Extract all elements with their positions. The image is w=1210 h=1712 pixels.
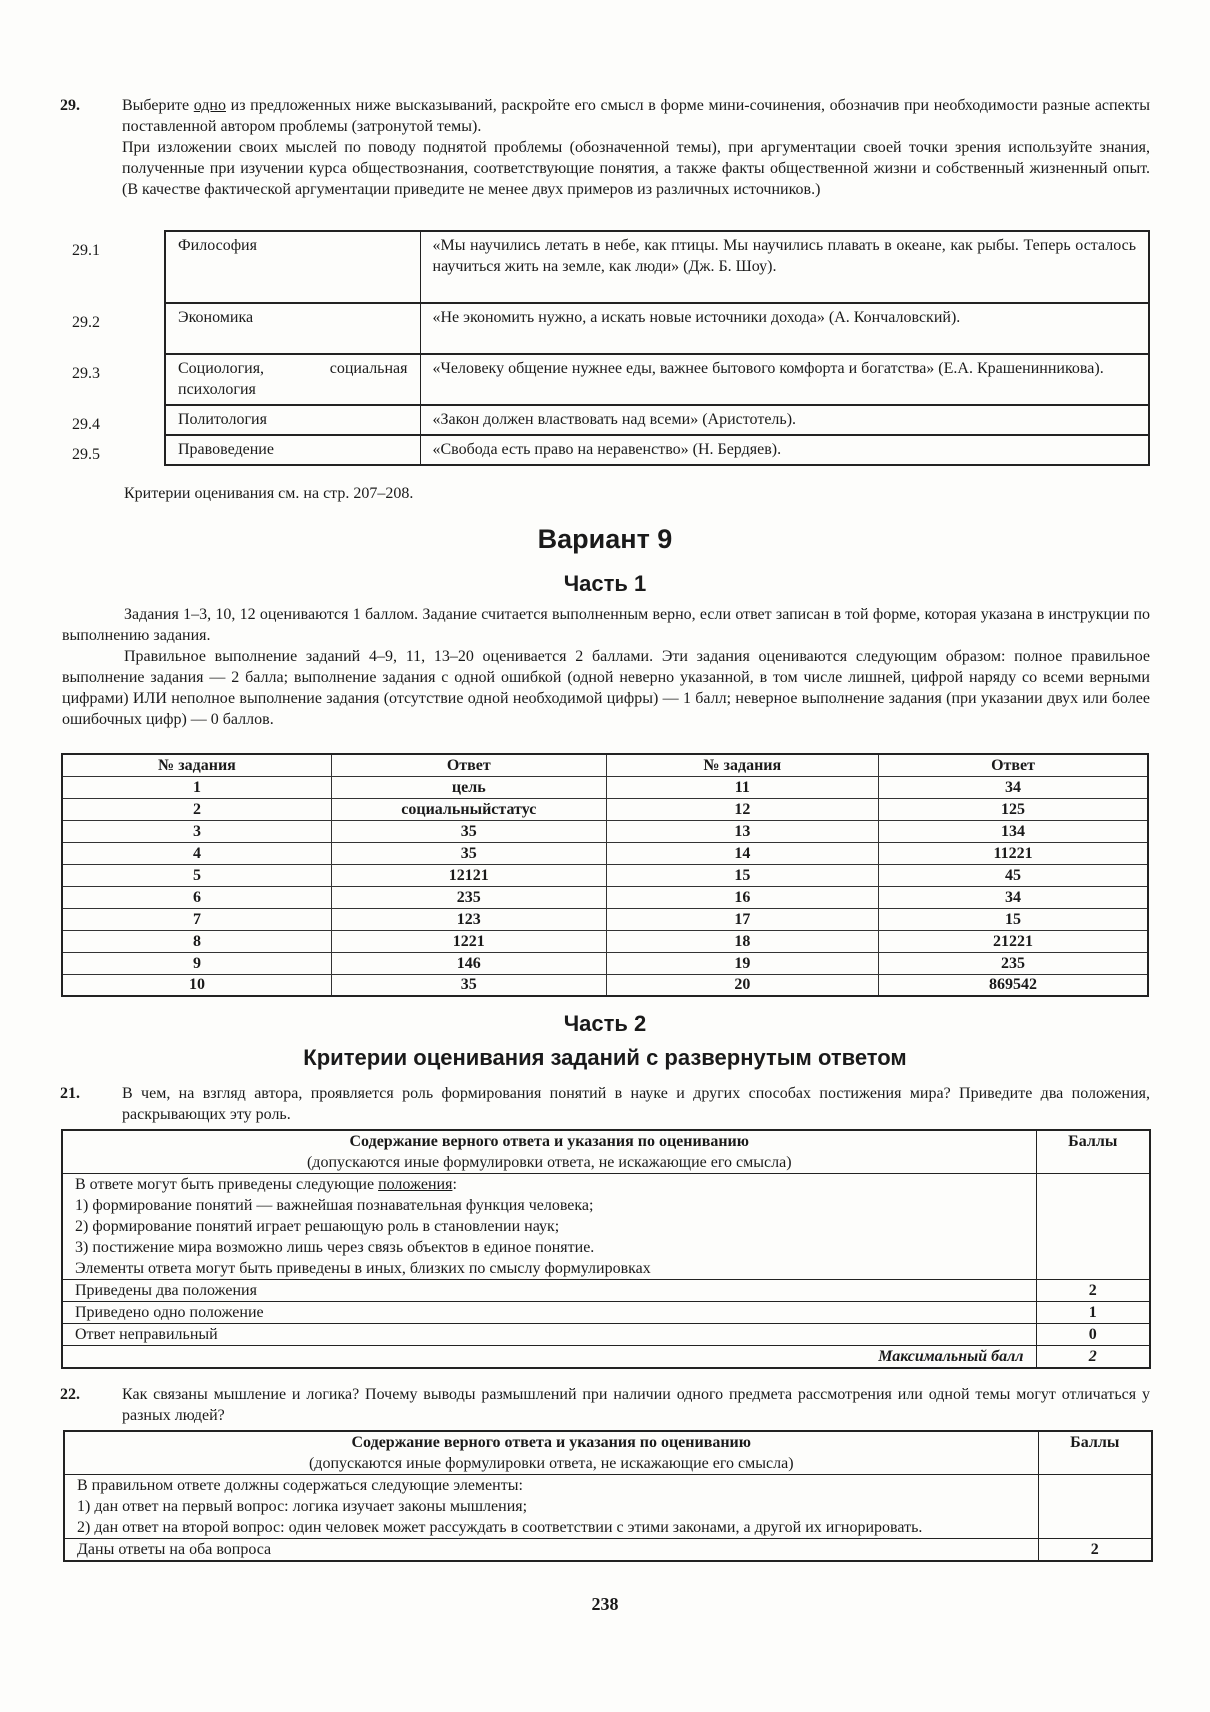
quotes-table [164, 230, 1150, 466]
task-number-cell: 1 [62, 776, 331, 798]
task-29 [60, 95, 1150, 200]
max-score-points: 2 [1036, 1346, 1150, 1369]
task-number-cell: 8 [62, 930, 331, 952]
answer-cell: 134 [879, 820, 1148, 842]
content-header: Содержание верного ответа и указания по оцениванию (допускаются иные формулировки ответа, не искажающие его смысла) [64, 1431, 1038, 1475]
content-row [64, 1475, 1152, 1539]
part1-paragraph-1: Задания 1–3, 10, 12 оцениваются 1 баллом. Задание считается выполненным верно, если ответ записан в той форме, которая указана в инструкции по выполнению задания. [62, 606, 1150, 644]
answer-cell: 125 [879, 798, 1148, 820]
underlined-word: одно [193, 97, 226, 114]
task-29-instructions: При изложении своих мыслей по поводу поднятой проблемы (обозначенной темы), при аргументации своей точки зрения используйте знания, полученные при изучении курса обществознания, соответствующие понятия, а также факты общественной жизни и собственный жизненный опыт. (В качестве фактической аргументации приведите не менее двух примеров из различных источников.) [122, 139, 1150, 198]
content-intro: В правильном ответе должны содержаться следующие элементы: [77, 1477, 523, 1494]
task-29-intro: Выберите одно из предложенных ниже высказываний, раскройте его смысл в форме мини-сочинения, обозначив при необходимости разные аспекты поставленной автором проблемы (затронутой темы). [122, 97, 1151, 135]
option-number: 29.4 [72, 416, 100, 433]
answer-cell: социальныйстатус [331, 798, 606, 820]
subject-cell: Философия [165, 231, 420, 303]
answer-cell: 1221 [331, 930, 606, 952]
task-number-cell: 13 [606, 820, 878, 842]
table-row [62, 776, 1148, 798]
content-cell [64, 1475, 1038, 1539]
task-number-cell: 2 [62, 798, 331, 820]
task-number: 29. [60, 97, 80, 114]
table-row [165, 354, 1149, 405]
content-item: 1) дан ответ на первый вопрос: логика изучает законы мышления; [77, 1498, 528, 1515]
answer-cell: 35 [331, 842, 606, 864]
task-21 [60, 1083, 1150, 1125]
table-row [62, 842, 1148, 864]
answer-cell: 12121 [331, 864, 606, 886]
part1-paragraph-2: Правильное выполнение заданий 4–9, 11, 13–20 оценивается 2 баллами. Эти задания оцениваются следующим образом: полное правильное выполнение задания — 2 балла; выполнение задания с одной ошибкой (одной неверно указанной, в том числе лишней, цифрой наряду со всеми верными цифрами) ИЛИ неполное выполнение задания (отсутствие одной необходимой цифры) — 1 балл; неверное выполнение задания (при указании двух или более ошибочных цифр) — 0 баллов. [62, 648, 1150, 728]
max-score-row [62, 1346, 1150, 1369]
content-item: 1) формирование понятий — важнейшая познавательная функция человека; [75, 1197, 594, 1214]
score-label: Приведены два положения [62, 1280, 1036, 1302]
quote-cell: «Не экономить нужно, а искать новые источники дохода» (А. Кончаловский). [420, 303, 1149, 354]
table-row [165, 435, 1149, 465]
task-number-cell: 19 [606, 952, 878, 974]
score-row [62, 1280, 1150, 1302]
variant-title: Вариант 9 [537, 524, 673, 554]
task-number-cell: 3 [62, 820, 331, 842]
underlined-word: положения [378, 1176, 453, 1193]
quote-cell: «Мы научились летать в небе, как птицы. Мы научились плавать в океане, как рыбы. Теперь осталось научиться жить на земле, как люди» (Дж. Б. Шоу). [420, 231, 1149, 303]
content-note: Элементы ответа могут быть приведены в иных, близких по смыслу формулировках [75, 1260, 651, 1277]
subject-cell: Социология, социальная психология [165, 354, 420, 405]
score-row [64, 1539, 1152, 1562]
score-points: 2 [1036, 1280, 1150, 1302]
part2-subtitle: Критерии оценивания заданий с развернутым ответом [303, 1045, 907, 1070]
score-row [62, 1324, 1150, 1346]
points-header: Баллы [1036, 1130, 1150, 1174]
task-number-cell: 12 [606, 798, 878, 820]
task-number-cell: 7 [62, 908, 331, 930]
score-label: Даны ответы на оба вопроса [64, 1539, 1038, 1562]
task-number-cell: 14 [606, 842, 878, 864]
task-number-cell: 11 [606, 776, 878, 798]
max-score-label: Максимальный балл [62, 1346, 1036, 1369]
content-item: 2) формирование понятий играет решающую роль в становлении наук; [75, 1218, 560, 1235]
table-row [62, 798, 1148, 820]
content-item: 2) дан ответ на второй вопрос: один человек может рассуждать в соответствии с этими законами, а другой их игнорировать. [77, 1519, 923, 1536]
task-number-cell: 15 [606, 864, 878, 886]
answer-cell: 45 [879, 864, 1148, 886]
answer-cell: 123 [331, 908, 606, 930]
answer-cell: 34 [879, 776, 1148, 798]
subject-cell: Политология [165, 405, 420, 435]
task-22 [60, 1384, 1150, 1426]
score-label: Приведено одно положение [62, 1302, 1036, 1324]
table-row [62, 974, 1148, 996]
option-number: 29.3 [72, 365, 100, 382]
criteria-note: Критерии оценивания см. на стр. 207–208. [124, 485, 414, 502]
table-row [62, 820, 1148, 842]
task-22-question: Как связаны мышление и логика? Почему выводы размышлений при наличии одного предмета рассмотрения или одной темы могут отличаться у разных людей? [122, 1386, 1150, 1424]
table-row [62, 930, 1148, 952]
answers-table [61, 753, 1149, 997]
task-number-cell: 5 [62, 864, 331, 886]
column-header: Ответ [879, 754, 1148, 776]
content-cell: В ответе могут быть приведены следующие положения: 1) формирование понятий — важнейшая познавательная функция человека; 2) формирование понятий играет решающую роль в становлении наук; 3) постижение мира возможно лишь через связь объектов в единое понятие. Элементы ответа могут быть приведены в иных, близких по смыслу формулировках [62, 1174, 1036, 1280]
task-number-cell: 10 [62, 974, 331, 996]
answer-cell: 34 [879, 886, 1148, 908]
column-header: № задания [62, 754, 331, 776]
table-row [165, 405, 1149, 435]
task-number-cell: 17 [606, 908, 878, 930]
task-number-cell: 9 [62, 952, 331, 974]
score-points: 1 [1036, 1302, 1150, 1324]
table-header-row [62, 1130, 1150, 1174]
task-number-cell: 16 [606, 886, 878, 908]
table-row [62, 864, 1148, 886]
part1-title: Часть 1 [563, 571, 647, 596]
answer-cell: 235 [331, 886, 606, 908]
subject-cell: Экономика [165, 303, 420, 354]
answer-cell: цель [331, 776, 606, 798]
quote-cell: «Свобода есть право на неравенство» (Н. Бердяев). [420, 435, 1149, 465]
task-22-rubric-table [63, 1430, 1153, 1562]
answer-cell: 21221 [879, 930, 1148, 952]
task-21-rubric-table [61, 1129, 1151, 1369]
table-row [165, 303, 1149, 354]
task-number-cell: 6 [62, 886, 331, 908]
points-header: Баллы [1038, 1431, 1152, 1475]
score-row [62, 1302, 1150, 1324]
subject-cell: Правоведение [165, 435, 420, 465]
task-number-cell: 20 [606, 974, 878, 996]
content-item: 3) постижение мира возможно лишь через связь объектов в единое понятие. [75, 1239, 595, 1256]
table-row [62, 908, 1148, 930]
option-number: 29.2 [72, 314, 100, 331]
task-number: 22. [60, 1386, 80, 1403]
table-row [165, 231, 1149, 303]
score-label: Ответ неправильный [62, 1324, 1036, 1346]
task-number: 21. [60, 1085, 80, 1102]
answer-cell: 15 [879, 908, 1148, 930]
column-header: Ответ [331, 754, 606, 776]
table-header-row [64, 1431, 1152, 1475]
option-number: 29.1 [72, 242, 100, 259]
page-number: 238 [591, 1594, 619, 1614]
part2-title: Часть 2 [563, 1011, 647, 1036]
task-21-question: В чем, на взгляд автора, проявляется роль формирования понятий в науке и других способах постижения мира? Приведите два положения, раскрывающих эту роль. [122, 1085, 1150, 1123]
answer-cell: 35 [331, 820, 606, 842]
answer-cell: 11221 [879, 842, 1148, 864]
task-number-cell: 18 [606, 930, 878, 952]
table-row [62, 886, 1148, 908]
content-header: Содержание верного ответа и указания по оцениванию (допускаются иные формулировки ответа, не искажающие его смысла) [62, 1130, 1036, 1174]
option-number: 29.5 [72, 446, 100, 463]
answer-cell: 146 [331, 952, 606, 974]
table-header-row [62, 754, 1148, 776]
answer-cell: 35 [331, 974, 606, 996]
answer-cell: 869542 [879, 974, 1148, 996]
answer-cell: 235 [879, 952, 1148, 974]
table-row [62, 952, 1148, 974]
task-number-cell: 4 [62, 842, 331, 864]
quote-cell: «Закон должен властвовать над всеми» (Аристотель). [420, 405, 1149, 435]
content-row [62, 1174, 1150, 1280]
score-points: 2 [1038, 1539, 1152, 1562]
quote-cell: «Человеку общение нужнее еды, важнее бытового комфорта и богатства» (Е.А. Крашенинникова). [420, 354, 1149, 405]
column-header: № задания [606, 754, 878, 776]
score-points: 0 [1036, 1324, 1150, 1346]
